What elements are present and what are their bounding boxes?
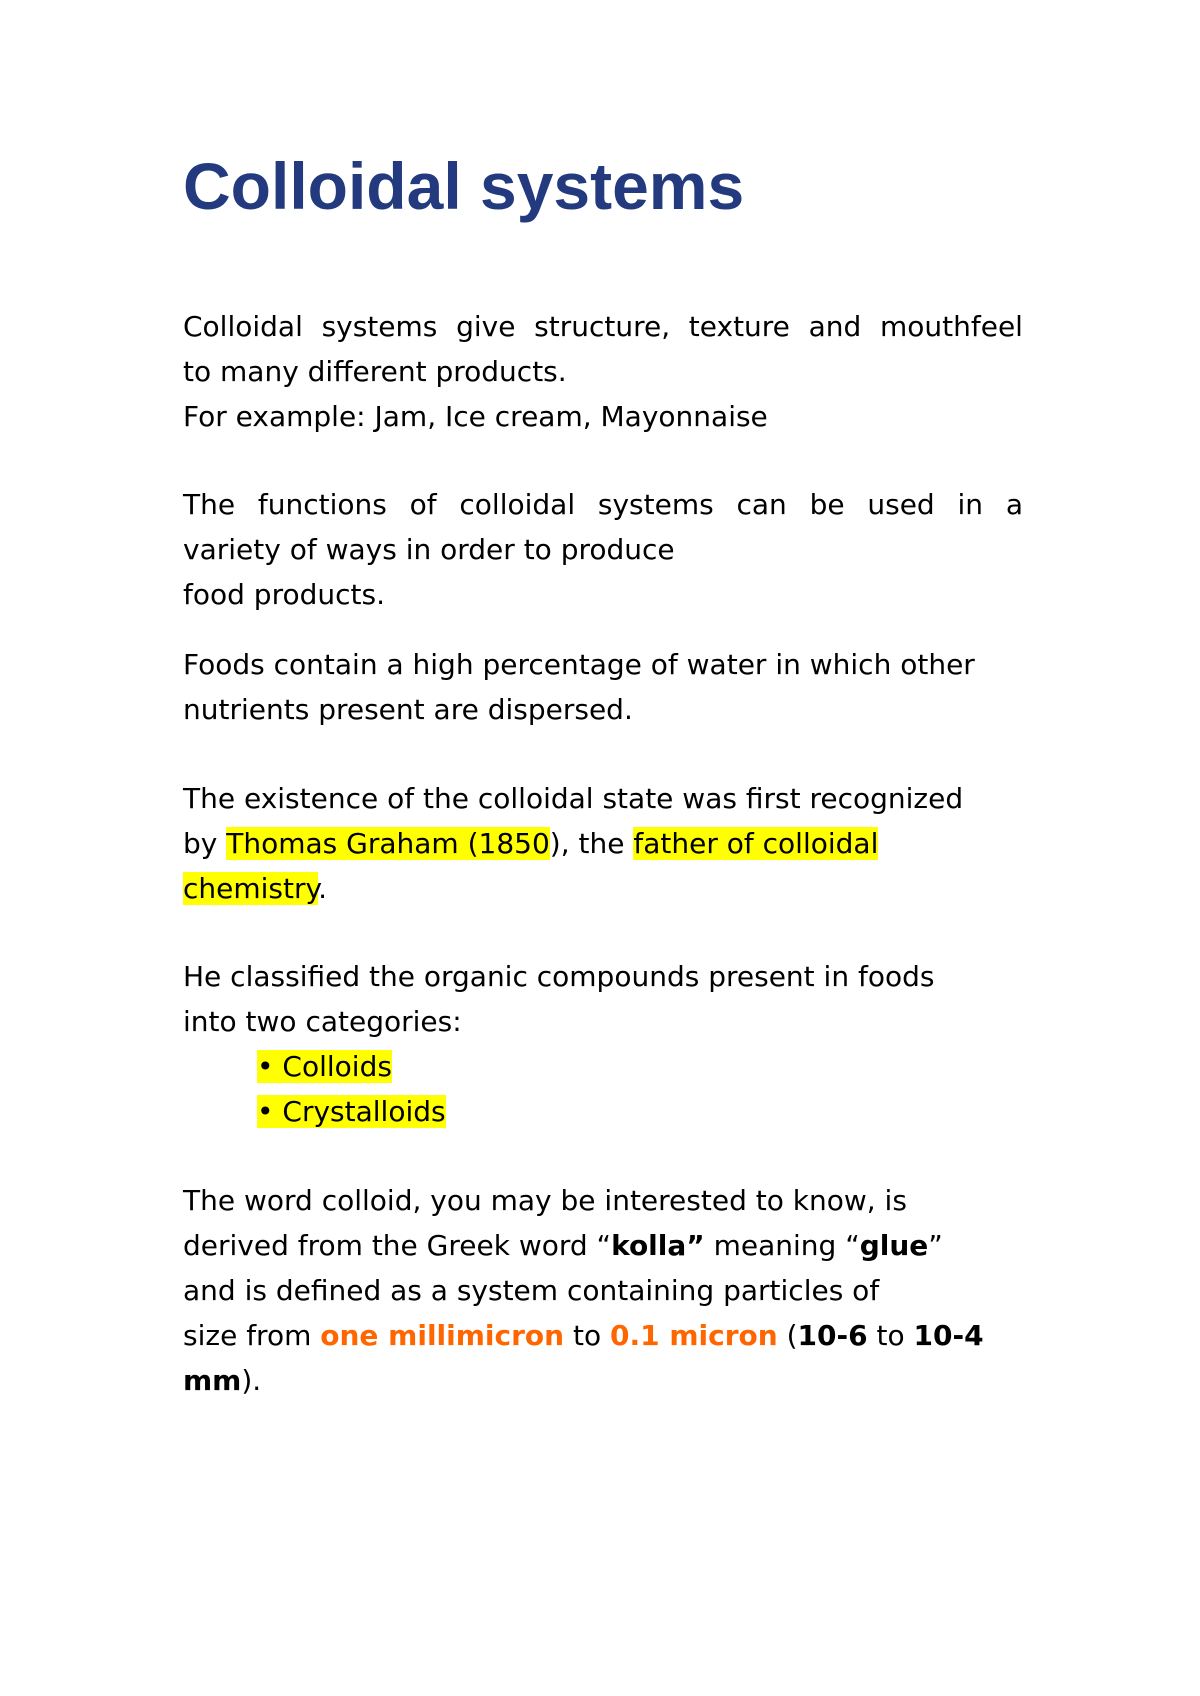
word: mouthfeel (879, 310, 1023, 343)
text-line: variety of ways in order to produce (183, 533, 675, 566)
text-run: to (867, 1319, 914, 1352)
word: systems (597, 488, 714, 521)
text-run: ) (549, 827, 561, 860)
bold-range-start: 10-6 (797, 1319, 868, 1352)
bold-range-end: 10-4 (913, 1319, 984, 1352)
word: texture (688, 310, 790, 343)
word: The (183, 488, 236, 521)
text-line: into two categories: (183, 1005, 462, 1038)
text-line: food products. (183, 578, 385, 611)
text-line: For example: Jam, Ice cream, Mayonnaise (183, 400, 768, 433)
word: be (809, 488, 845, 521)
text-line (183, 821, 1023, 866)
text-run: ” (928, 1229, 943, 1262)
text-line: nutrients present are dispersed. (183, 693, 633, 726)
list-item (183, 1044, 1023, 1089)
text-run: to (564, 1319, 611, 1352)
text-line: He classified the organic compounds present in foods (183, 960, 935, 993)
text-line: The word colloid, you may be interested to know, is (183, 1184, 907, 1217)
text-line (183, 1313, 1023, 1358)
word: a (1005, 488, 1023, 521)
text-run: meaning “ (704, 1229, 860, 1262)
paragraph-functions (183, 482, 1023, 617)
text-line: and is defined as a system containing particles of (183, 1274, 880, 1307)
list-item (183, 1089, 1023, 1134)
bold-kolla: kolla” (611, 1229, 705, 1262)
text-line: The existence of the colloidal state was first recognized (183, 782, 964, 815)
justified-line (183, 482, 1023, 527)
bold-unit-mm: mm (183, 1364, 242, 1397)
text-line (183, 1358, 1023, 1403)
text-run: by (183, 827, 227, 860)
text-run: , the (560, 827, 634, 860)
text-run: ). (241, 1364, 262, 1397)
text-run: derived from the Greek word “ (183, 1229, 612, 1262)
word: Colloidal (183, 310, 303, 343)
orange-micron: 0.1 micron (610, 1319, 778, 1352)
justified-line (183, 304, 1023, 349)
paragraph-definition (183, 1178, 1023, 1403)
word: can (736, 488, 787, 521)
word: and (808, 310, 862, 343)
text-line: to many different products. (183, 355, 567, 388)
paragraph-categories (183, 954, 1023, 1134)
word: colloidal (459, 488, 576, 521)
word: used (867, 488, 935, 521)
orange-one-millimicron: one millimicron (320, 1319, 565, 1352)
word: in (957, 488, 984, 521)
highlight-father-of-colloidal: father of colloidal (633, 827, 879, 860)
highlight-crystalloids: • Crystalloids (257, 1095, 446, 1128)
paragraph-graham (183, 776, 1023, 911)
paragraph-water (183, 642, 1023, 732)
paragraph-intro (183, 304, 1023, 439)
highlight-colloids: • Colloids (257, 1050, 392, 1083)
word: systems (321, 310, 438, 343)
word: of (409, 488, 437, 521)
bold-glue: glue (859, 1229, 929, 1262)
word: functions (257, 488, 387, 521)
text-line (183, 1223, 1023, 1268)
highlight-thomas-graham: Thomas Graham (1850 (226, 827, 550, 860)
page-title: Colloidal systems (183, 149, 745, 223)
text-line: Foods contain a high percentage of water in which other (183, 648, 975, 681)
text-run: size from (183, 1319, 321, 1352)
word: give (456, 310, 516, 343)
text-line (183, 866, 1023, 911)
text-run: . (318, 872, 327, 905)
highlight-chemistry: chemistry (183, 872, 319, 905)
word: structure, (534, 310, 671, 343)
text-run: ( (777, 1319, 798, 1352)
